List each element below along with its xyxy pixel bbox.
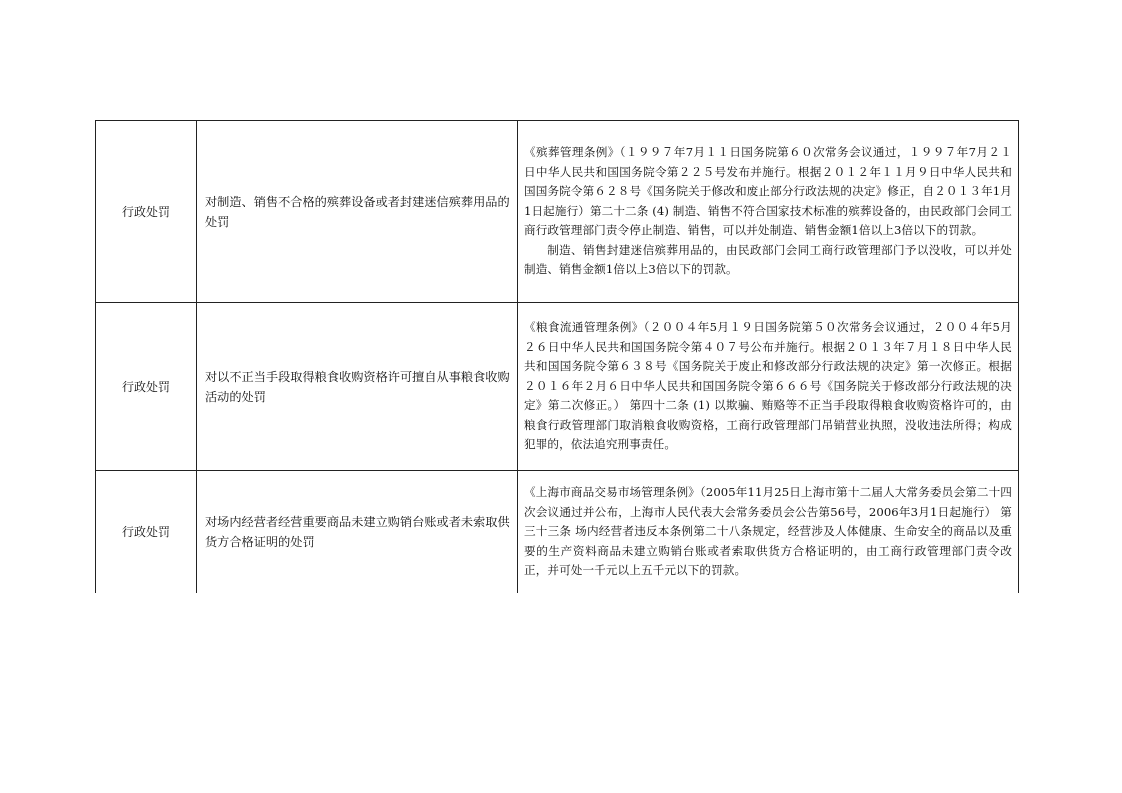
legal-basis-cell: [518, 121, 1019, 303]
penalty-type-cell: 行政处罚: [96, 303, 197, 471]
legal-basis-paragraph: 《上海市商品交易市场管理条例》（2005年11月25日上海市第十二届人大常务委员会第二十四次会议通过并公布，上海市人民代表大会常务委员会公告第56号，2006年3月1日起施行） 第三十三条 场内经营者违反本条例第二十八条规定，经营涉及人体健康、生命安全的商品以及重要的生产资料商品未建立购销台账或者索取供货方合格证明的，由工商行政管理部门责令改正，并可处一千元以上五千元以下的罚款。: [524, 485, 1012, 577]
legal-basis-paragraph: 《殡葬管理条例》（１９９７年7月１１日国务院第６０次常务会议通过，１９９７年7月２１日中华人民共和国国务院令第２２５号发布并施行。根据２０１２年１１月９日中华人民共和国国务院令第６２８号《国务院关于修改和废止部分行政法规的决定》修正，自２０１３年1月1日起施行）第二十二条 (4) 制造、销售不符合国家技术标准的殡葬设备的，由民政部门会同工商行政管理部门责令停止制造、销售，可以并处制造、销售金额1倍以上3倍以下的罚款。: [524, 145, 1012, 238]
legal-basis-paragraph: 制造、销售封建迷信殡葬用品的，由民政部门会同工商行政管理部门予以没收，可以并处制造、销售金额1倍以上3倍以下的罚款。: [524, 242, 1012, 277]
penalty-item-cell: 对场内经营者经营重要商品未建立购销台账或者未索取供货方合格证明的处罚: [197, 471, 518, 593]
penalty-item-cell: 对以不正当手段取得粮食收购资格许可擅自从事粮食收购活动的处罚: [197, 303, 518, 471]
legal-basis-cell: [518, 303, 1019, 471]
penalty-type-cell: 行政处罚: [96, 121, 197, 303]
table-row: [96, 471, 1019, 593]
legal-basis-paragraph: 《粮食流通管理条例》（２００４年5月１９日国务院第５０次常务会议通过，２００４年5月２６日中华人民共和国国务院令第４０７号公布并施行。根据２０１３年７月１８日中华人民共和国国务院令第６３８号《国务院关于废止和修改部分行政法规的决定》第一次修正。根据２０１６年２月６日中华人民共和国国务院令第６６６号《国务院关于修改部分行政法规的决定》第二次修正。） 第四十二条 (1) 以欺骗、贿赂等不正当手段取得粮食收购资格许可的，由粮食行政管理部门取消粮食收购资格，工商行政管理部门吊销营业执照，没收违法所得；构成犯罪的，依法追究刑事责任。: [524, 320, 1012, 452]
regulation-table: [95, 120, 1019, 593]
table-row: [96, 303, 1019, 471]
legal-basis-cell: [518, 471, 1019, 593]
table-row: [96, 121, 1019, 303]
penalty-item-cell: 对制造、销售不合格的殡葬设备或者封建迷信殡葬用品的处罚: [197, 121, 518, 303]
penalty-type-cell: 行政处罚: [96, 471, 197, 593]
